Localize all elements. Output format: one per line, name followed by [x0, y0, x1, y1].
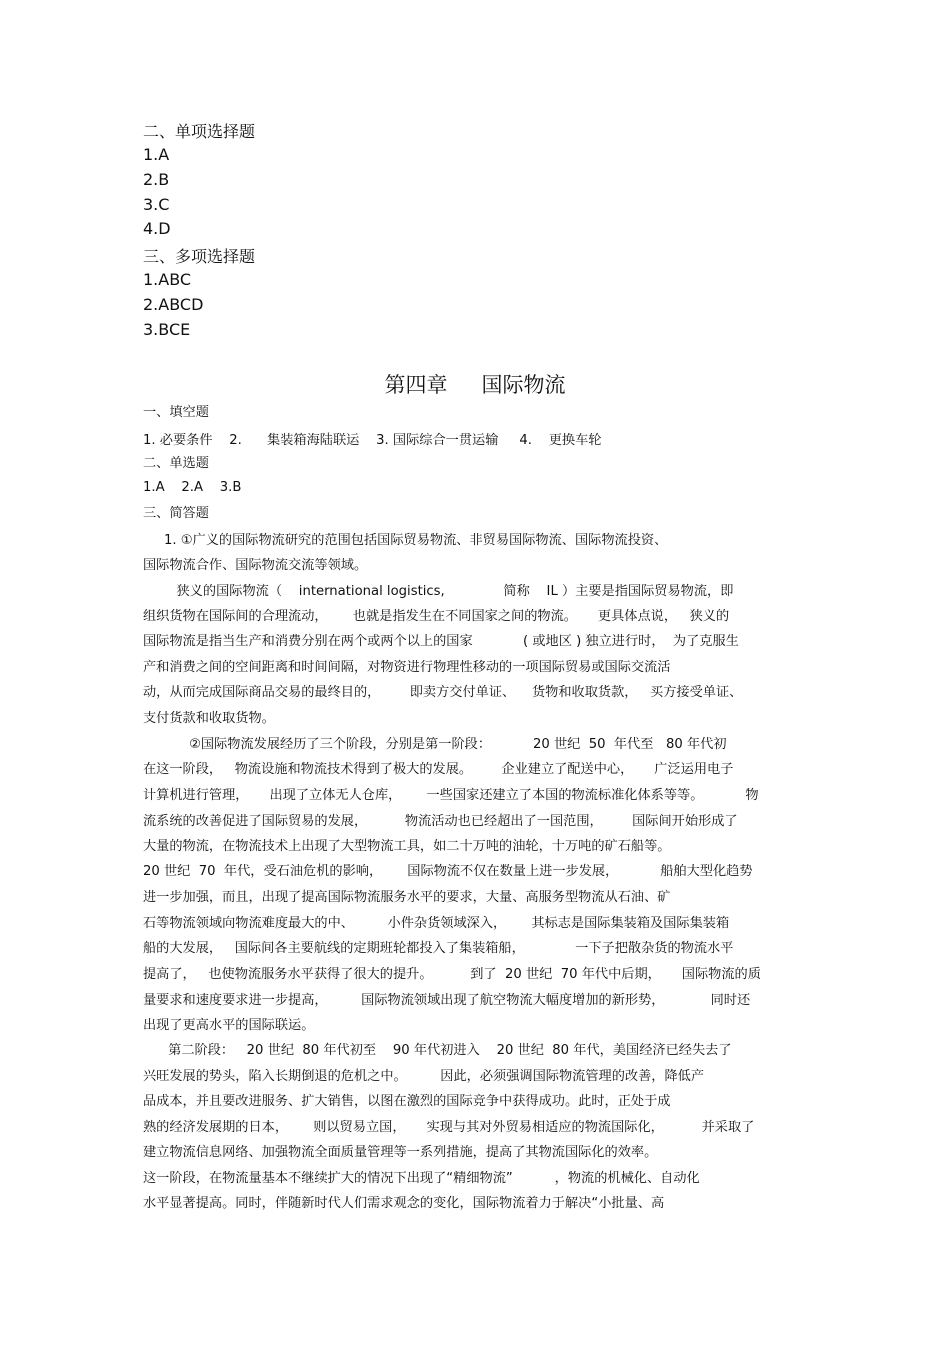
paragraph-line: 1. ①广义的国际物流研究的范围包括国际贸易物流、非贸易国际物流、国际物流投资、: [143, 533, 668, 548]
paragraph-line: 国际物流合作、国际物流交流等领域。: [143, 558, 368, 573]
paragraph-line: 船的大发展， 国际间各主要航线的定期班轮都投入了集装箱船， 一下子把散杂货的物流水平: [143, 941, 734, 956]
chapter-title: [0, 369, 950, 399]
paragraph-line: 建立物流信息网络、加强物流全面质量管理等一系列措施，提高了其物流国际化的效率。: [143, 1145, 658, 1160]
paragraph-line: 狭义的国际物流（ international logistics, 简称 IL ）主要是指国际贸易物流，即: [143, 584, 734, 599]
answer-line: 2.ABCD: [143, 295, 204, 314]
paragraph-line: 提高了， 也使物流服务水平获得了很大的提升。 到了 20 世纪 70 年代中后期， 国际物流的质: [143, 967, 761, 982]
paragraph-line: 国际物流是指当生产和消费分别在两个或两个以上的国家 ( 或地区 ) 独立进行时， 为了克服生: [143, 634, 739, 649]
paragraph-line: 兴旺发展的势头，陷入长期倒退的危机之中。 因此，必须强调国际物流管理的改善，降低产: [143, 1069, 705, 1084]
paragraph-line: 第二阶段： 20 世纪 80 年代初至 90 年代初进入 20 世纪 80 年代，美国经济已经失去了: [143, 1043, 732, 1058]
answer-line: 4.D: [143, 219, 171, 238]
paragraph-line: 大量的物流，在物流技术上出现了大型物流工具，如二十万吨的油轮，十万吨的矿石船等。: [143, 839, 671, 854]
paragraph-line: 熟的经济发展期的日本， 则以贸易立国， 实现与其对外贸易相适应的物流国际化， 并采取了: [143, 1120, 755, 1135]
section-heading-short-answer: 三、简答题: [143, 506, 209, 521]
paragraph-line: 组织货物在国际间的合理流动， 也就是指发生在不同国家之间的物流。 更具体点说， 狭义的: [143, 609, 730, 624]
answer-line: 3.BCE: [143, 320, 191, 339]
section-heading-fill-blank: 一、填空题: [143, 405, 209, 420]
section-heading-single-choice: 二、单项选择题: [143, 122, 256, 141]
section-heading-single: 二、单选题: [143, 456, 209, 471]
chapter-number: 第四章: [384, 373, 448, 397]
paragraph-line: 出现了更高水平的国际联运。: [143, 1018, 315, 1033]
answer-line: 2.B: [143, 170, 170, 189]
paragraph-line: 这一阶段，在物流量基本不继续扩大的情况下出现了“精细物流” ，物流的机械化、自动化: [143, 1171, 700, 1186]
answer-line: 3.C: [143, 195, 170, 214]
paragraph-line: 在这一阶段， 物流设施和物流技术得到了极大的发展。 企业建立了配送中心， 广泛运用电子: [143, 762, 734, 777]
paragraph-line: 计算机进行管理， 出现了立体无人仓库， 一些国家还建立了本国的物流标准化体系等等。 物: [143, 788, 759, 803]
answer-line: 1.ABC: [143, 270, 192, 289]
paragraph-line: 动，从而完成国际商品交易的最终目的， 即卖方交付单证、 货物和收取货款， 买方接受单证、: [143, 685, 743, 700]
chapter-name: 国际物流: [481, 373, 566, 397]
answer-line: 1.A: [143, 145, 170, 164]
single-answers: 1.A 2.A 3.B: [143, 480, 242, 495]
paragraph-line: 支付货款和收取货物。: [143, 711, 275, 726]
paragraph-line: 流系统的改善促进了国际贸易的发展， 物流活动也已经超出了一国范围， 国际间开始形成了: [143, 814, 738, 829]
paragraph-line: ②国际物流发展经历了三个阶段，分别是第一阶段： 20 世纪 50 年代至 80 年代初: [143, 737, 727, 752]
paragraph-line: 石等物流领域向物流难度最大的中、 小件杂货领域深入， 其标志是国际集装箱及国际集装箱: [143, 916, 730, 931]
paragraph-line: 产和消费之间的空间距离和时间间隔，对物资进行物理性移动的一项国际贸易或国际交流活: [143, 660, 671, 675]
paragraph-line: 量要求和速度要求进一步提高， 国际物流领域出现了航空物流大幅度增加的新形势， 同时还: [143, 993, 751, 1008]
section-heading-multiple-choice: 三、多项选择题: [143, 247, 256, 266]
paragraph-line: 水平显著提高。同时，伴随新时代人们需求观念的变化，国际物流着力于解决“小批量、高: [143, 1196, 665, 1211]
fill-answers: 1. 必要条件 2. 集装箱海陆联运 3. 国际综合一贯运输 4. 更换车轮: [143, 433, 602, 448]
paragraph-line: 20 世纪 70 年代，受石油危机的影响， 国际物流不仅在数量上进一步发展， 船舶大型化趋势: [143, 864, 753, 879]
paragraph-line: 进一步加强，而且，出现了提高国际物流服务水平的要求，大量、高服务型物流从石油、矿: [143, 890, 671, 905]
paragraph-line: 品成本，并且要改进服务、扩大销售，以图在激烈的国际竞争中获得成功。此时，正处于成: [143, 1094, 671, 1109]
